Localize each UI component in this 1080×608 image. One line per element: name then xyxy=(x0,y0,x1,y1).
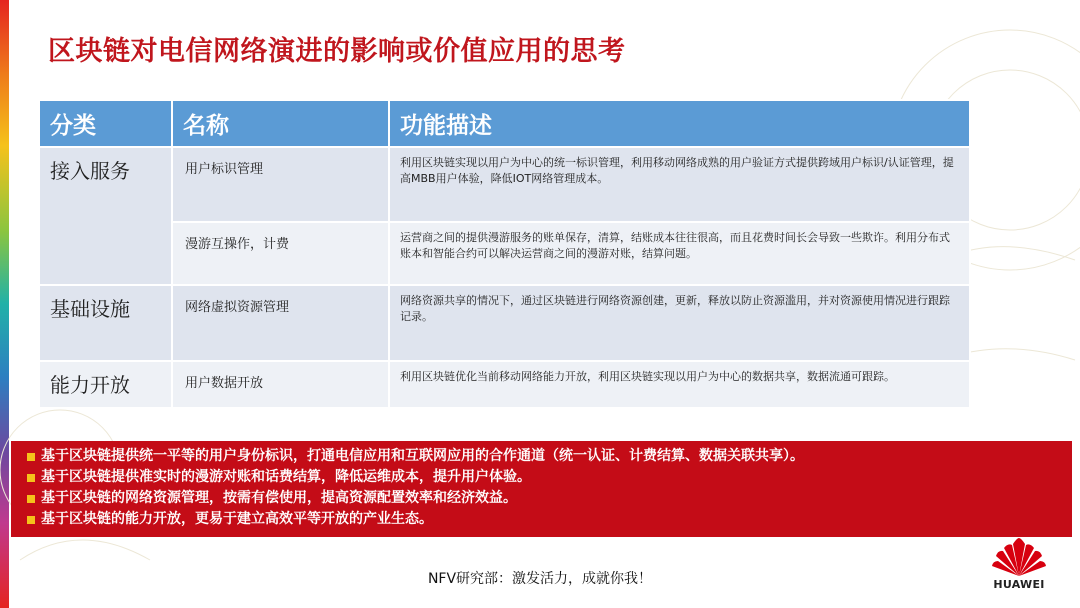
name-cell: 用户标识管理 xyxy=(172,147,389,222)
summary-item xyxy=(27,509,1072,530)
summary-text: 基于区块链的网络资源管理，按需有偿使用，提高资源配置效率和经济效益。 xyxy=(41,490,517,506)
summary-item xyxy=(27,488,1072,509)
name-cell: 网络虚拟资源管理 xyxy=(172,285,389,361)
description-cell: 利用区块链优化当前移动网络能力开放，利用区块链实现以用户为中心的数据共享，数据流通可跟踪。 xyxy=(389,361,970,408)
summary-box xyxy=(11,441,1072,537)
summary-text: 基于区块链提供统一平等的用户身份标识，打通电信应用和互联网应用的合作通道（统一认证、计费结算、数据关联共享）。 xyxy=(41,448,804,464)
name-cell: 用户数据开放 xyxy=(172,361,389,408)
description-cell: 利用区块链实现以用户为中心的统一标识管理，利用移动网络成熟的用户验证方式提供跨域用户标识/认证管理，提高MBB用户体验，降低IOT网络管理成本。 xyxy=(389,147,970,222)
table-row xyxy=(39,285,970,361)
header-category: 分类 xyxy=(39,100,172,147)
table-header-row xyxy=(39,100,970,147)
header-name: 名称 xyxy=(172,100,389,147)
square-bullet-icon xyxy=(27,474,35,482)
square-bullet-icon xyxy=(27,453,35,461)
category-cell: 接入服务 xyxy=(39,147,172,285)
summary-list xyxy=(27,446,1072,530)
description-cell: 运营商之间的提供漫游服务的账单保存，清算，结账成本往往很高，而且花费时间长会导致一些欺诈。利用分布式账本和智能合约可以解决运营商之间的漫游对账，结算问题。 xyxy=(389,222,970,285)
header-description: 功能描述 xyxy=(389,100,970,147)
slide-title: 区块链对电信网络演进的影响或价值应用的思考 xyxy=(48,36,626,67)
footer-slogan: NFV研究部：激发活力，成就你我！ xyxy=(427,571,653,587)
summary-text: 基于区块链提供准实时的漫游对账和话费结算，降低运维成本，提升用户体验。 xyxy=(41,469,531,485)
summary-item xyxy=(27,467,1072,488)
huawei-flower-logo-icon xyxy=(984,536,1054,578)
summary-item xyxy=(27,446,1072,467)
table-row xyxy=(39,147,970,222)
rainbow-accent-bar xyxy=(0,0,9,608)
category-cell: 基础设施 xyxy=(39,285,172,361)
table-row xyxy=(39,222,970,285)
function-table xyxy=(38,99,971,409)
name-cell: 漫游互操作，计费 xyxy=(172,222,389,285)
table-row xyxy=(39,361,970,408)
logo-wordmark: HUAWEI xyxy=(993,578,1045,591)
summary-text: 基于区块链的能力开放，更易于建立高效平等开放的产业生态。 xyxy=(41,511,433,527)
category-cell: 能力开放 xyxy=(39,361,172,408)
square-bullet-icon xyxy=(27,495,35,503)
huawei-logo xyxy=(984,536,1054,596)
square-bullet-icon xyxy=(27,516,35,524)
description-cell: 网络资源共享的情况下，通过区块链进行网络资源创建，更新，释放以防止资源滥用，并对资源使用情况进行跟踪记录。 xyxy=(389,285,970,361)
